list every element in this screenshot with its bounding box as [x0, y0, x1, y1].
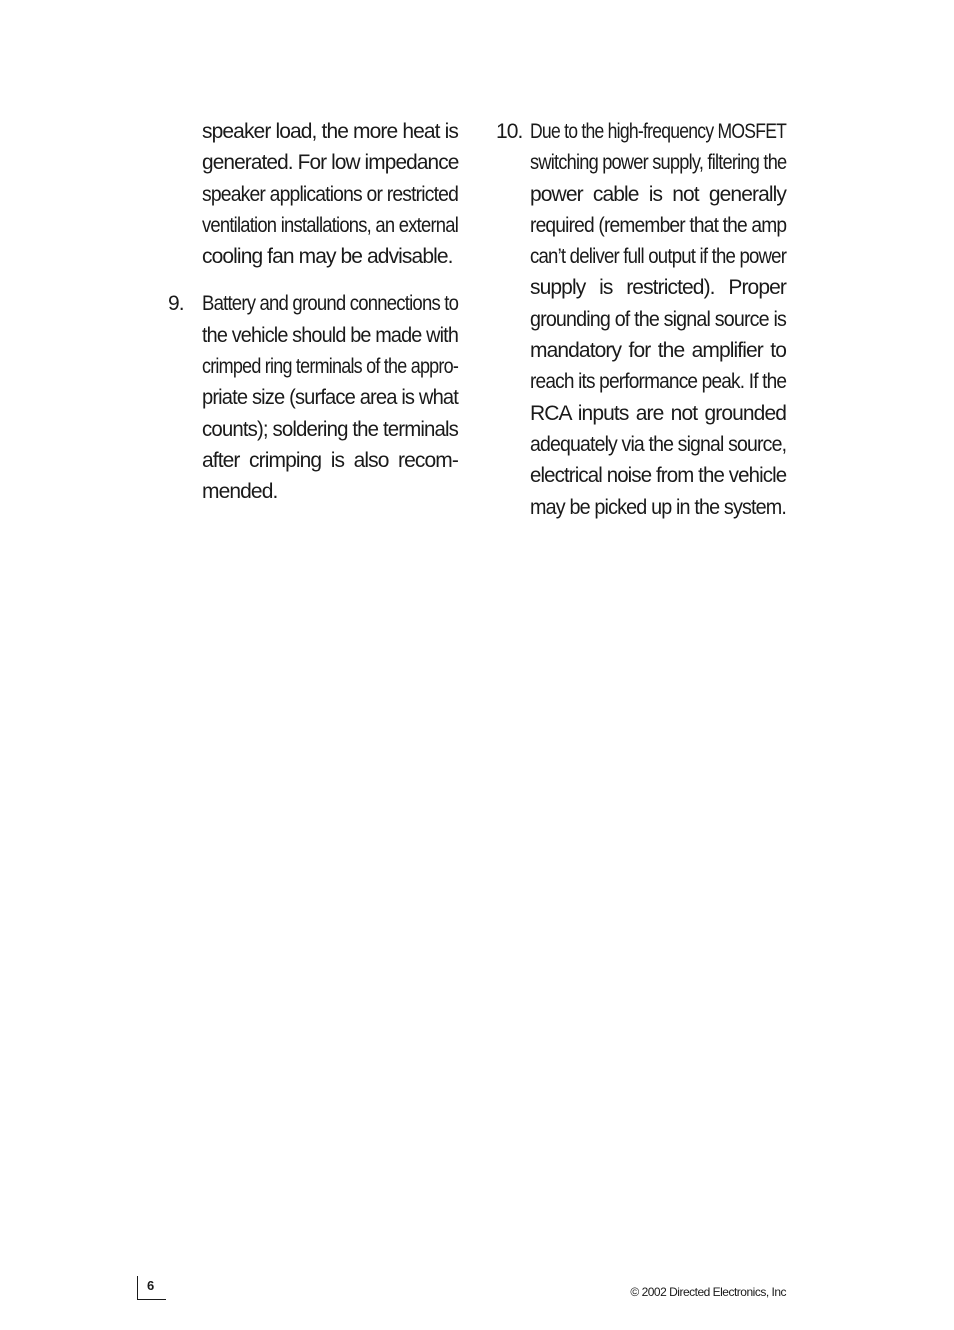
- left-column: [168, 116, 458, 524]
- text-line: grounding of the signal source is: [530, 307, 786, 331]
- text-line: reach its performance peak. If the: [530, 370, 787, 394]
- item-number: 9.: [168, 292, 184, 316]
- text-line: can’t deliver full output if the power: [530, 245, 787, 269]
- text-line: electrical noise from the vehicle: [530, 464, 787, 488]
- text-line: priate size (surface area is what: [202, 386, 458, 410]
- text-line: after crimping is also recom-: [202, 448, 458, 472]
- text-line: crimped ring terminals of the appro-: [202, 355, 459, 379]
- item-8-continuation: [168, 116, 458, 272]
- text-line: speaker load, the more heat is: [202, 120, 458, 143]
- list-item-9: [168, 288, 458, 507]
- page-number-marker: [137, 1276, 166, 1300]
- text-line: switching power supply, filtering the: [530, 151, 787, 175]
- text-line: counts); soldering the terminals: [202, 417, 459, 441]
- text-line: the vehicle should be made with: [202, 323, 458, 347]
- list-item-10: [496, 116, 786, 523]
- copyright-notice: © 2002 Directed Electronics, Inc: [630, 1285, 786, 1299]
- text-line: required (remember that the amp: [530, 213, 787, 237]
- text-line: cooling fan may be advisable.: [202, 245, 453, 269]
- text-line: ventilation installations, an external: [202, 213, 458, 237]
- text-line: mended.: [202, 480, 278, 504]
- text-line: generated. For low impedance: [202, 151, 459, 175]
- text-line: RCA inputs are not grounded: [530, 401, 786, 425]
- text-line: mandatory for the amplifier to: [530, 339, 786, 363]
- item-number: 10.: [496, 120, 523, 143]
- text-line: adequately via the signal source,: [530, 432, 787, 456]
- right-column: [496, 116, 786, 539]
- text-line: may be picked up in the system.: [530, 495, 787, 519]
- text-line: power cable is not generally: [530, 182, 786, 206]
- page-number: 6: [147, 1278, 155, 1293]
- text-line: supply is restricted). Proper: [530, 276, 786, 300]
- text-line: Due to the high-frequency MOSFET: [530, 120, 787, 143]
- text-line: speaker applications or restricted: [202, 182, 458, 206]
- text-line: Battery and ground connections to: [202, 292, 459, 316]
